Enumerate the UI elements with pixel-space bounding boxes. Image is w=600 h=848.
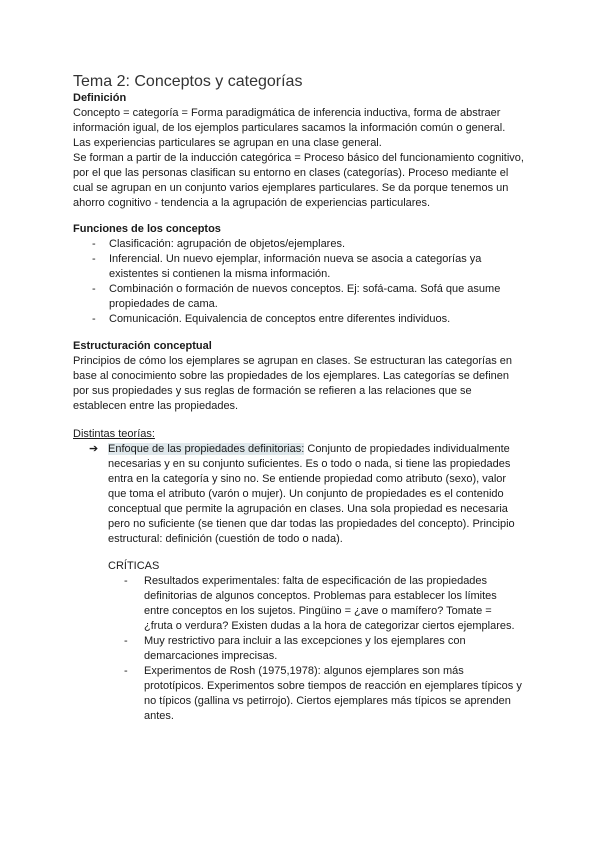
text-line: Resultados experimentales: falta de especificación de las propiedades	[144, 575, 488, 587]
dash-bullet-icon: -	[92, 313, 96, 325]
text-line: ¿fruta o verdura? Existen dudas a la hora de categorizar ciertos ejemplares.	[144, 620, 515, 632]
text-line: Principios de cómo los ejemplares se agrupan en clases. Se estructuran las categorías en	[73, 355, 513, 367]
text-line: existentes si contienen la misma información.	[109, 268, 331, 280]
section-estructuracion	[73, 339, 512, 414]
text-line: por el que las personas clasifican su entorno en clases (categorías). Proceso mediante el	[73, 167, 509, 179]
text-line: por sus propiedades y sus reglas de formación se refieren a las relaciones que se	[73, 385, 472, 397]
text-line: demarcaciones imprecisas.	[144, 650, 278, 662]
list-item	[124, 664, 522, 724]
list-item	[92, 282, 501, 312]
list-item	[124, 574, 522, 634]
paragraph	[108, 457, 515, 547]
text-line: información igual, de los ejemplos particulares sacamos la información común o general.	[73, 122, 506, 134]
text-line: establecen entre las propiedades.	[73, 400, 239, 412]
text-line: Experimentos de Rosh (1975,1978): algunos ejemplares son más	[144, 665, 464, 677]
dash-bullet-icon: -	[92, 283, 96, 295]
section-teorias	[73, 427, 515, 547]
section-funciones	[73, 222, 500, 327]
text-line: base al conocimiento sobre las propiedades de los ejemplares. Las categorías se definen	[73, 370, 509, 382]
text-line: entra en la categoría y sino no. Se entiende propiedad como atributo (sexo), valor	[108, 473, 507, 485]
text-line: Clasificación: agrupación de objetos/ejemplares.	[109, 238, 346, 250]
heading-teorias: Distintas teorías:	[73, 428, 155, 440]
text-line: Se forman a partir de la inducción categórica = Proceso básico del funcionamiento cognitivo,	[73, 152, 524, 164]
dash-bullet-icon: -	[92, 238, 96, 250]
dash-bullet-icon: -	[124, 665, 128, 677]
text-line: Concepto = categoría = Forma paradigmática de inferencia inductiva, forma de abstraer	[73, 107, 501, 119]
text-line: necesarias y en su conjunto suficientes. Es o todo o nada, si tiene las propiedades	[108, 458, 511, 470]
highlighted-term: Enfoque de las propiedades definitorias:	[108, 443, 305, 455]
text-line: definitorias de algunos conceptos. Problemas para establecer los límites	[144, 590, 497, 602]
text-line: antes.	[144, 710, 174, 722]
section-definicion	[73, 91, 524, 211]
text-line: no típicos (gallina vs petirrojo). Ciertos ejemplares más típicos se aprenden	[144, 695, 511, 707]
text-line: Las experiencias particulares se agrupan en una clase general.	[73, 137, 382, 149]
heading-funciones: Funciones de los conceptos	[73, 223, 221, 235]
heading-estructuracion: Estructuración conceptual	[73, 340, 212, 352]
text-line: Inferencial. Un nuevo ejemplar, información nueva se asocia a categorías ya	[109, 253, 482, 265]
text-line: ahorro cognitivo - tendencia a la agrupación de experiencias particulares.	[73, 197, 431, 209]
text-line: Comunicación. Equivalencia de conceptos entre diferentes individuos.	[109, 313, 451, 325]
section-criticas	[108, 559, 522, 724]
heading-definicion: Definición	[73, 92, 127, 104]
text-line: Muy restrictivo para incluir a las excepciones y los ejemplares con	[144, 635, 466, 647]
text-line: pero no suficiente (se tienen que dar todas las propiedades del concepto). Principio	[108, 518, 515, 530]
text-line: Combinación o formación de nuevos conceptos. Ej: sofá-cama. Sofá que asume	[109, 283, 501, 295]
dash-bullet-icon: -	[124, 635, 128, 647]
list-item	[92, 312, 500, 327]
text: Conjunto de propiedades individualmente	[304, 443, 510, 455]
text-line: propiedades de cama.	[109, 298, 218, 310]
list-item	[124, 634, 522, 664]
text-line: conceptual que permite la agrupación en clases. Una sola propiedad es necesaria	[108, 503, 508, 515]
text-line: que toma el atributo (varón o mujer). Un conjunto de propiedades es el contenido	[108, 488, 504, 500]
list-item	[92, 252, 500, 282]
bullet-list	[73, 237, 500, 327]
arrow-icon: ➔	[89, 443, 99, 455]
list-item	[92, 237, 500, 252]
bullet-list	[108, 574, 522, 724]
text-line: entre conceptos en los sujetos. Pingüino = ¿ave o mamífero? Tomate =	[144, 605, 492, 617]
paragraph	[73, 106, 524, 211]
dash-bullet-icon: -	[92, 253, 96, 265]
paragraph	[73, 354, 512, 414]
text-line: cual se agrupan en un conjunto varios ejemplares particulares. Se da porque tenemos un	[73, 182, 509, 194]
text-line: prototípicos. Experimentos sobre tiempos de reacción en ejemplares típicos y	[144, 680, 522, 692]
arrow-item	[73, 442, 515, 547]
page-title: Tema 2: Conceptos y categorías	[73, 73, 303, 90]
text-line: estructural: definición (cuestión de todo o nada).	[108, 533, 343, 545]
heading-criticas: CRÍTICAS	[108, 560, 160, 572]
dash-bullet-icon: -	[124, 575, 128, 587]
